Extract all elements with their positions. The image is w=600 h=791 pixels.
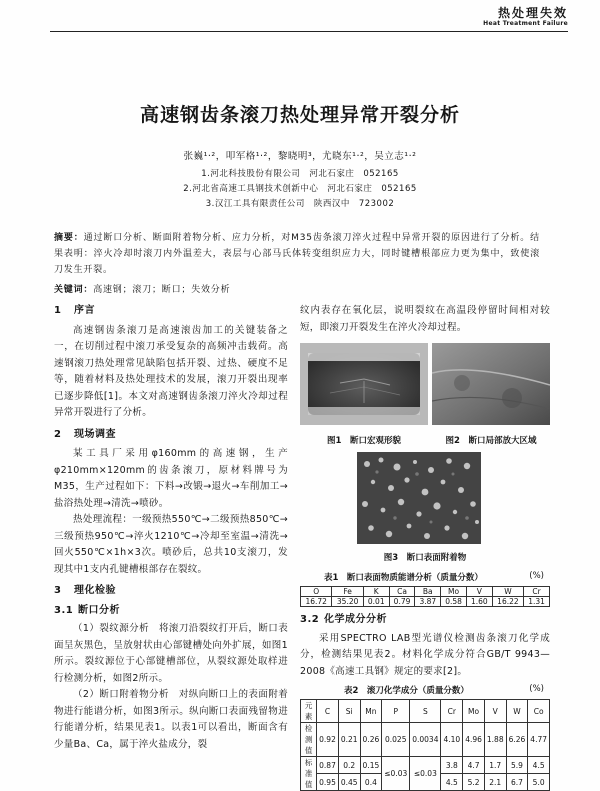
- affiliation-1: 1.河北科技股份有限公司 河北石家庄 052165: [201, 169, 399, 179]
- section-title: 序言: [74, 305, 95, 316]
- section-number: 3.2: [300, 614, 320, 625]
- figure-3-caption: 图3 断口表面附着物: [383, 553, 467, 563]
- table-header-cell: Mn: [360, 700, 382, 723]
- section-2-paragraph-1: 某工具厂采用φ160mm的高速钢，生产φ210mm×120mm的齿条滚刀，原材料牌号为M35，生产过程如下：下料→改锻→退火→车削加工→盐浴热处理→清洗→喷砂。: [54, 448, 288, 509]
- section-title: 化学成分分析: [324, 614, 387, 625]
- section-3-1-paragraph-2: （2）断口附着物分析 对纵向断口上的表面附着物进行能谱分析，如图3所示。纵向断口表面残留物进行能谱分析，结果见表1。以表1可以看出，断面含有少量Ba、Ca，属于淬火盐成分，裂: [54, 689, 288, 750]
- table-cell: 0.79: [389, 597, 415, 607]
- table-cell: ≤0.03: [410, 757, 441, 791]
- section-3-1-paragraph-1: （1）裂纹源分析 将滚刀沿裂纹打开后，断口表面呈灰黑色，呈放射状由心部键槽处向外扩展，如图1所示。裂纹源位于心部键槽部位，从裂纹源处取样进行检测分析，如图2所示。: [54, 623, 288, 684]
- section-title: 断口分析: [78, 604, 120, 616]
- table-cell: 0.45: [338, 774, 360, 791]
- section-title: 现场调查: [74, 428, 116, 440]
- table-header-cell: Ca: [389, 587, 415, 597]
- journal-header: [483, 6, 568, 28]
- table-1-block: [300, 571, 550, 607]
- table-cell: 0.21: [338, 723, 360, 757]
- table-cell: 1.31: [524, 597, 550, 607]
- continued-paragraph: 纹内表存在氧化层，说明裂纹在高温段停留时间相对较短，即滚刀开裂发生在淬火冷却过程。: [300, 305, 550, 333]
- table-cell: ≤0.03: [382, 757, 410, 791]
- journal-section-subtitle: Heat Treatment Failure: [483, 20, 568, 27]
- table-header-cell: V: [466, 587, 492, 597]
- table-cell: 4.7: [463, 757, 485, 774]
- table-cell: 5.9: [506, 757, 528, 774]
- section-2-heading: [54, 427, 288, 444]
- table-cell: 0.4: [360, 774, 382, 791]
- table-cell: 0.025: [382, 723, 410, 757]
- table-header-cell: 元素: [301, 700, 317, 723]
- table-header-cell: Co: [528, 700, 550, 723]
- right-column-top: [300, 303, 550, 336]
- figure-2-caption: 图2 断口局部放大区域: [445, 436, 537, 446]
- keywords: [54, 282, 540, 295]
- table-row: [301, 700, 550, 723]
- table-cell: 2.1: [484, 774, 506, 791]
- table-header-cell: K: [363, 587, 389, 597]
- table-row: [301, 757, 550, 774]
- table-cell: 1.60: [466, 597, 492, 607]
- table-cell: 0.26: [360, 723, 382, 757]
- section-number: 2: [54, 428, 62, 440]
- section-1-paragraph: 高速钢齿条滚刀是高速滚齿加工的关键装备之一，在切削过程中滚刀承受复杂的高频冲击载荷。高速钢滚刀热处理常见缺陷包括开裂、过热、硬度不足等，随着材料及热处理技术的发展，滚刀开裂出现率已逐步降低[1]。本文对高速钢齿条滚刀淬火冷却过程异常开裂进行了分析。: [54, 324, 288, 418]
- table-cell: 3.8: [441, 757, 463, 774]
- table-row-label: 标准值: [301, 757, 317, 791]
- header-divider: [50, 31, 568, 32]
- section-1-heading: [54, 303, 288, 320]
- table-header-cell: Cr: [441, 700, 463, 723]
- section-3-2-paragraph: 采用SPECTRO LAB型光谱仪检测齿条滚刀化学成分，检测结果见表2。材料化学成分符合GB/T 9943—2008《高速工具钢》规定的要求[2]。: [300, 632, 550, 677]
- table-1-caption-row: [300, 571, 550, 583]
- keywords-label: 关键词：: [54, 285, 94, 295]
- table-cell: 3.87: [415, 597, 441, 607]
- table-cell: 0.0034: [410, 723, 441, 757]
- table-row-label: 检测值: [301, 723, 317, 757]
- table-cell: 4.10: [441, 723, 463, 757]
- table-header-cell: Fe: [332, 587, 363, 597]
- figure-3-photo: [357, 452, 481, 544]
- figure-1-photo: [300, 343, 428, 425]
- table-cell: 4.5: [441, 774, 463, 791]
- left-column: [54, 303, 288, 753]
- table-1-caption: 表1 断口表面物质能谱分析（质量分数）: [324, 573, 483, 583]
- table-header-cell: C: [317, 700, 339, 723]
- table-cell: 35.20: [332, 597, 363, 607]
- author-list: 张巍¹·²，叩军格¹·²，黎晓明³，尤晓东¹·²，吴立志¹·²: [183, 151, 417, 162]
- table-1-unit: (%): [529, 571, 544, 581]
- section-title: 理化检验: [74, 585, 116, 596]
- table-header-cell: Si: [338, 700, 360, 723]
- affiliation-3: 3.汉江工具有限责任公司 陕西汉中 723002: [205, 199, 395, 209]
- table-cell: 0.15: [360, 757, 382, 774]
- abstract: [54, 230, 540, 278]
- table-cell: 4.77: [528, 723, 550, 757]
- table-cell: 0.95: [317, 774, 339, 791]
- figure-2-image: [432, 343, 550, 425]
- figure-3-image: [357, 452, 481, 544]
- table-header-cell: W: [506, 700, 528, 723]
- table-cell: 1.88: [484, 723, 506, 757]
- table-cell: 16.72: [301, 597, 332, 607]
- journal-section-title: 热处理失效: [497, 6, 568, 20]
- table-cell: 4.5: [528, 757, 550, 774]
- keywords-text: 高速钢；滚刀；断口；失效分析: [93, 285, 231, 295]
- table-cell: 0.92: [317, 723, 339, 757]
- table-cell: 6.7: [506, 774, 528, 791]
- table-cell: 5.2: [463, 774, 485, 791]
- paper-title: 高速钢齿条滚刀热处理异常开裂分析: [139, 104, 460, 126]
- table-header-cell: O: [301, 587, 332, 597]
- table-2-block: [300, 684, 550, 791]
- table-2: [300, 699, 550, 791]
- figure-1-caption: 图1 断口宏观形貌: [327, 436, 401, 446]
- table-header-cell: S: [410, 700, 441, 723]
- table-cell: 0.58: [441, 597, 467, 607]
- section-number: 1: [54, 305, 62, 316]
- table-header-cell: Mo: [463, 700, 485, 723]
- table-cell: 1.7: [484, 757, 506, 774]
- abstract-label: 摘要：: [54, 233, 84, 243]
- table-header-cell: Cr: [524, 587, 550, 597]
- section-2-paragraph-2: 热处理流程：一级预热550℃→二级预热850℃→三级预热950℃→淬火1210℃→冷却至室温→清洗→回火550℃×1h×3次。喷砂后，总共10支滚刀，发现其中1支内孔键槽根部存在裂纹。: [54, 514, 288, 575]
- affiliation-2: 2.河北省高速工具钢技术创新中心 河北石家庄 052165: [183, 184, 417, 194]
- figure-2-photo: [432, 343, 550, 425]
- table-row: [301, 597, 550, 607]
- table-header-cell: W: [492, 587, 523, 597]
- section-3-1-heading: [54, 603, 288, 620]
- table-1: [300, 586, 550, 607]
- section-3-heading: [54, 583, 288, 600]
- section-3-2-heading: [300, 612, 550, 629]
- table-2-caption-row: [300, 684, 550, 696]
- abstract-text: 通过断口分析、断面附着物分析、应力分析，对M35齿条滚刀淬火过程中异常开裂的原因进行了分析。结果表明：淬火冷却时滚刀内外温差大，表层与心部马氏体转变组织应力大，同时键槽根部应力更为集中，致使滚刀发生开裂。: [54, 233, 540, 275]
- table-cell: 16.22: [492, 597, 523, 607]
- table-cell: 5.0: [528, 774, 550, 791]
- table-row: [301, 587, 550, 597]
- section-3-2: [300, 612, 550, 680]
- table-cell: 0.87: [317, 757, 339, 774]
- table-cell: 4.96: [463, 723, 485, 757]
- table-cell: 0.01: [363, 597, 389, 607]
- table-header-cell: P: [382, 700, 410, 723]
- figure-1-image: [300, 343, 428, 425]
- section-number: 3.1: [54, 604, 74, 616]
- table-header-cell: V: [484, 700, 506, 723]
- table-cell: 0.2: [338, 757, 360, 774]
- table-cell: 6.26: [506, 723, 528, 757]
- table-row: [301, 723, 550, 757]
- table-header-cell: Mo: [441, 587, 467, 597]
- table-2-unit: (%): [529, 684, 544, 694]
- table-header-cell: Ba: [415, 587, 441, 597]
- table-2-caption: 表2 滚刀化学成分（质量分数）: [344, 686, 469, 696]
- section-number: 3: [54, 585, 62, 596]
